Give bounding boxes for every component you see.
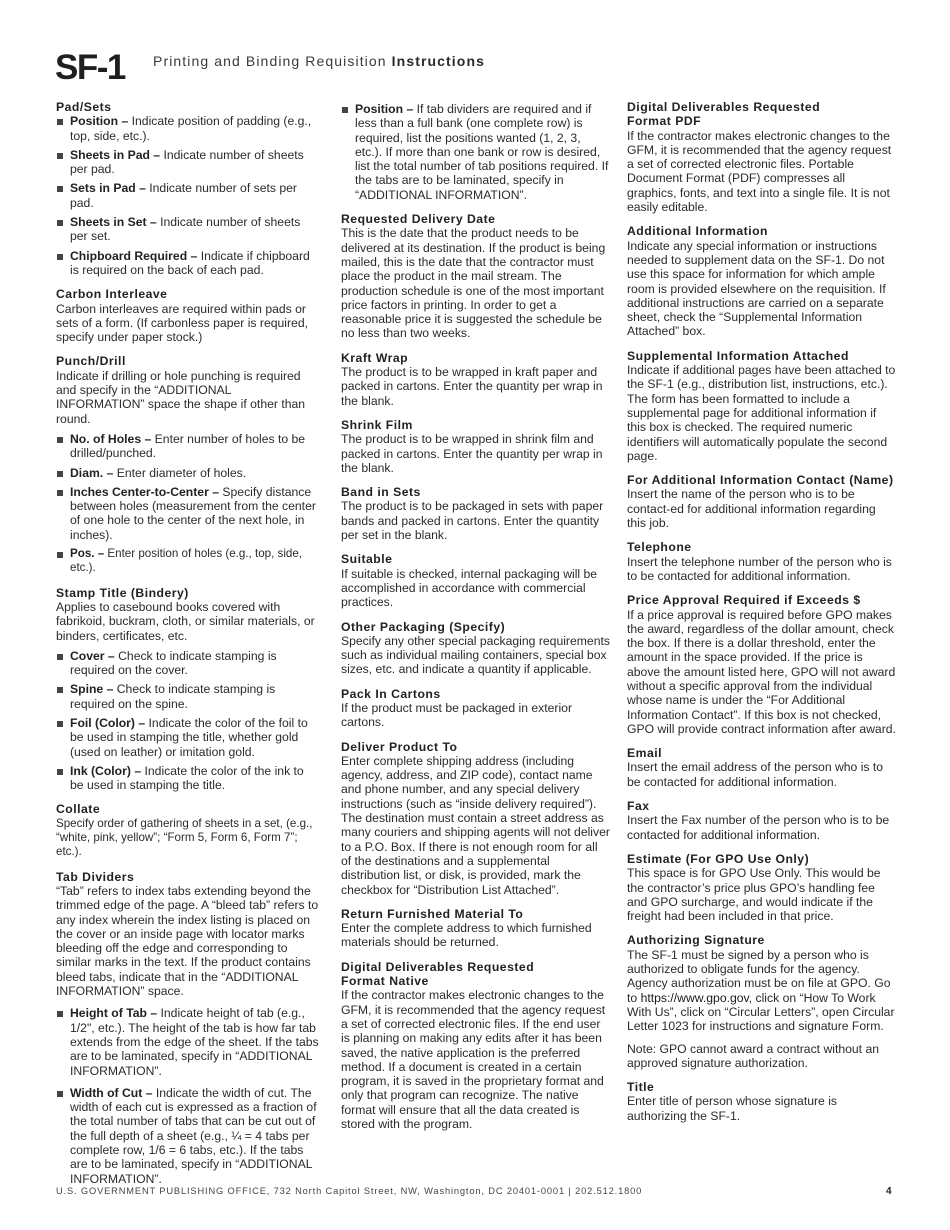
item-text: Indicate position of padding (e.g., top, side, etc.). <box>70 114 312 143</box>
list-item <box>56 432 320 461</box>
body-text: Insert the name of the person who is to be contact-ed for additional information regarding this job. <box>627 487 876 531</box>
section-authorizing-signature <box>627 933 897 1070</box>
heading-format-pdf <box>627 100 897 129</box>
signature-note: Note: GPO cannot award a contract without an approved signature authorization. <box>627 1041 880 1070</box>
heading-pad-sets: Pad/Sets <box>56 100 112 114</box>
item-term: Position – <box>355 102 414 116</box>
heading-other-packaging: Other Packaging (Specify) <box>341 619 506 634</box>
item-term: Cover – <box>70 648 115 663</box>
item-term: Pos. – <box>70 547 105 561</box>
body-text: This space is for GPO Use Only. This would be the contractor’s price plus GPO’s handling fee and GPO surcharge, and would indicate if the freight had been included in that price. <box>627 866 881 924</box>
section-position <box>341 102 610 202</box>
body-text <box>627 948 897 1034</box>
section-collate <box>56 802 320 859</box>
section-supplemental-information <box>627 349 897 463</box>
body-text: Indicate if drilling or hole punching is required and specify in the “ADDITIONAL INFORMATION” space the shape if other than round. <box>56 368 306 426</box>
heading-supplemental-information: Supplemental Information Attached <box>627 348 849 363</box>
heading-collate: Collate <box>56 802 101 817</box>
body-text: The product is to be wrapped in kraft paper and packed in cartons. Enter the quantity per wrap in the blank. <box>341 365 603 408</box>
item-text: Enter position of holes (e.g., top, side, etc.). <box>70 547 303 575</box>
section-kraft-wrap <box>341 351 610 408</box>
title-bold: Instructions <box>391 53 485 69</box>
heading-line: Format Native <box>341 974 429 989</box>
item-term: Inches Center-to-Center – <box>70 484 219 499</box>
item-text: Indicate the color of the ink to be used in stamping the title. <box>70 763 304 793</box>
list-item <box>341 102 610 202</box>
item-text: Indicate the width of cut. The width of each cut is expressed as a fraction of the total number of tabs that can be cut out of the full depth of a sheet (e.g., ¼ = 4 tabs per complete row, 1/6 = 6 tabs, etc.). If the tabs are to be laminated, specify in “ADDITIONAL INFORMATION”. <box>70 1085 317 1186</box>
item-term: Height of Tab – <box>70 1006 158 1021</box>
heading-punch-drill: Punch/Drill <box>56 354 126 369</box>
section-punch-drill <box>56 354 320 575</box>
page-title <box>153 53 485 69</box>
section-pack-in-cartons <box>341 687 610 730</box>
tab-dividers-list <box>56 1006 320 1186</box>
section-tab-dividers <box>56 870 320 1186</box>
body-text: Insert the email address of the person who is to be contacted for additional information. <box>627 760 884 789</box>
section-shrink-film <box>341 418 610 475</box>
body-text: If the product must be packaged in exterior cartons. <box>341 700 573 730</box>
item-term: Diam. – <box>70 465 114 480</box>
heading-deliver-product-to: Deliver Product To <box>341 739 458 754</box>
list-item <box>56 682 320 711</box>
item-term: Spine – <box>70 682 114 697</box>
title-light: Printing and Binding Requisition <box>153 53 387 69</box>
body-text: If the contractor makes electronic changes to the GFM, it is recommended that the agency request a set of corrected electronic files. If the end user is planning on making any edits after it has been saved, the native application is the preferred method. If a document is created in a certain program, it is saved in the proprietary format and only that program can recognize. The native format will ensure that all the data created is stored with the program. <box>341 988 606 1131</box>
body-text: Insert the Fax number of the person who is to be contacted for additional information. <box>627 813 890 842</box>
heading-stamp-title: Stamp Title (Bindery) <box>56 585 189 600</box>
section-contact-name <box>627 473 897 530</box>
text-segment: , click on “How To Work With Us”, click on “Circular Letters”, open Circular Letter 1023 for instructions and signature Form. <box>627 990 895 1034</box>
section-return-furnished-material <box>341 907 610 950</box>
body-text: If suitable is checked, internal packaging will be accomplished in accordance with commercial practices. <box>341 566 598 610</box>
item-text: Enter number of holes to be drilled/punched. <box>70 431 306 461</box>
pad-sets-list <box>56 114 320 277</box>
list-item <box>56 114 320 143</box>
item-term: Width of Cut – <box>70 1085 153 1100</box>
heading-title: Title <box>627 1080 655 1095</box>
section-format-native <box>341 960 610 1132</box>
form-id: SF-1 <box>55 48 125 87</box>
text-segment: The SF-1 must be signed by a person who is authorized to obligate funds for the agency. Agency authorization must be on file at GPO. Go to <box>627 947 891 1005</box>
list-item <box>56 466 320 480</box>
section-email <box>627 746 897 789</box>
list-item <box>56 215 320 244</box>
heading-additional-information: Additional Information <box>627 224 768 239</box>
list-item <box>56 649 320 678</box>
item-term: Chipboard Required – <box>70 248 198 263</box>
heading-line: Digital Deliverables Requested <box>627 100 821 114</box>
item-text: Check to indicate stamping is required on the cover. <box>70 648 277 678</box>
section-additional-information <box>627 224 897 338</box>
heading-return-furnished-material: Return Furnished Material To <box>341 906 524 921</box>
item-term: Ink (Color) – <box>70 763 142 778</box>
heading-email: Email <box>627 746 663 761</box>
heading-line: Format PDF <box>627 114 702 129</box>
section-telephone <box>627 540 897 583</box>
heading-telephone: Telephone <box>627 540 692 555</box>
list-item <box>56 148 320 177</box>
punch-drill-list <box>56 432 320 576</box>
body-text: The product is to be wrapped in shrink film and packed in cartons. Enter the quantity per wrap in the blank. <box>341 432 603 475</box>
section-price-approval <box>627 593 897 736</box>
section-requested-delivery-date <box>341 212 610 341</box>
section-format-pdf <box>627 100 897 214</box>
section-suitable <box>341 552 610 609</box>
item-text: If tab dividers are required and if less than a full bank (one complete row) is required, list the positions wanted (1, 2, 3, etc.). If more than one bank or row is desired, list the total number of tab positions required. If the tabs are to be laminated, specify in “ADDITIONAL INFORMATION”. <box>355 102 609 202</box>
body-text: Insert the telephone number of the person who is to be contacted for additional information. <box>627 554 892 583</box>
list-item <box>56 547 320 576</box>
heading-carbon-interleave: Carbon Interleave <box>56 287 168 302</box>
body-text: “Tab” refers to index tabs extending beyond the trimmed edge of the page. A “bleed tab” refers to any index wherein the index listing is placed on the cover or an inside page with locator marks bleeding off the edge and corresponding to similar marks in the text. If the product contains bleed tabs, indicate that in the “ADDITIONAL INFORMATION” space. <box>56 883 319 999</box>
list-item <box>56 485 320 542</box>
item-term: Sets in Pad – <box>70 181 146 196</box>
body-text: If a price approval is required before GPO makes the award, regardless of the dollar amount, check the box. If there is a dollar threshold, enter the amount in the space provided. If the price is above the amount listed here, GPO will not award without a specific approval from the individual whose name is under the “For Additional Information Contact”. If this box is not checked, GPO will provide contract information after award. <box>627 607 896 736</box>
item-term: Foil (Color) – <box>70 715 146 730</box>
list-item <box>56 1006 320 1077</box>
list-item <box>56 181 320 210</box>
heading-tab-dividers: Tab Dividers <box>56 869 135 884</box>
heading-requested-delivery-date: Requested Delivery Date <box>341 212 496 227</box>
heading-pack-in-cartons: Pack In Cartons <box>341 686 441 701</box>
body-text: Enter the complete address to which furnished materials should be returned. <box>341 921 592 950</box>
section-carbon-interleave <box>56 287 320 344</box>
body-text: Specify order of gathering of sheets in a set, (e.g., “white, pink, yellow”; “Form 5, Form 6, Form 7”; etc.). <box>56 816 313 859</box>
body-text: Indicate any special information or instructions needed to supplement data on the SF-1. Do not use this space for information for which ample room is provided elsewhere on the requisition. If additional instructions are carried on a separate sheet, check the “Supplemental Information Attached” box. <box>627 238 886 339</box>
item-text: Indicate the color of the foil to be used in stamping the title, whether gold (used on leather) or imitation gold. <box>70 715 308 759</box>
list-item <box>56 764 320 793</box>
list-item <box>56 716 320 759</box>
list-item <box>56 1086 320 1186</box>
heading-suitable: Suitable <box>341 552 393 567</box>
heading-band-in-sets: Band in Sets <box>341 485 421 500</box>
section-title <box>627 1080 897 1123</box>
gpo-website-link[interactable]: https://www.gpo.gov <box>640 990 749 1005</box>
body-text: Carbon interleaves are required within pads or sets of a form. (If carbonless paper is required, specify under paper stock.) <box>56 301 308 345</box>
item-text: Indicate number of sheets per pad. <box>70 147 304 177</box>
item-text: Check to indicate stamping is required on the spine. <box>70 682 276 711</box>
item-text: Enter diameter of holes. <box>116 465 247 480</box>
body-text: If the contractor makes electronic changes to the GFM, it is recommended that the agency request a set of corrected electronic files. Portable Document Format (PDF) compresses all graphics, fonts, and text into a single file. It is not easily editable. <box>627 128 892 215</box>
heading-estimate: Estimate (For GPO Use Only) <box>627 851 810 866</box>
page-number: 4 <box>886 1186 892 1197</box>
body-text: Applies to casebound books covered with fabrikoid, buckram, cloth, or similar materials, or binders, certificates, etc. <box>56 599 315 643</box>
heading-format-native <box>341 960 610 989</box>
body-text: Enter complete shipping address (including agency, address, and ZIP code), contact name and phone number, and any special delivery instructions (such as “inside delivery required”). The destination must contain a street address as many couriers and shipping agents will not deliver to a P.O. Box. If there is not enough room for all of the destinations and a supplemental distribution list, or disk, is provided, mark the checkbox for “Distribution List Attached”. <box>341 753 610 897</box>
item-text: Indicate number of sets per pad. <box>70 181 297 210</box>
column-2 <box>341 102 610 1141</box>
item-term: No. of Holes – <box>70 431 152 446</box>
list-item <box>56 249 320 278</box>
section-band-in-sets <box>341 485 610 542</box>
heading-line: Digital Deliverables Requested <box>341 959 535 974</box>
item-text: Indicate if chipboard is required on the back of each pad. <box>70 248 310 277</box>
section-estimate <box>627 852 897 923</box>
body-text: Specify any other special packaging requirements such as individual mailing containers, special box sizes, etc. and indicate a quantity if applicable. <box>341 633 610 677</box>
item-text: Indicate height of tab (e.g., 1/2", etc.). The height of the tab is how far tab extends from the edge of the sheet. If the tabs are to be laminated, specify in “ADDITIONAL INFORMATION”. <box>70 1006 319 1078</box>
section-stamp-title <box>56 586 320 793</box>
body-text: Indicate if additional pages have been attached to the SF-1 (e.g., distribution list, instructions, etc.). The form has been formatted to include a supplemental page for additional information if this box is checked. The required numeric identifiers will automatically populate the second page. <box>627 363 896 463</box>
item-term: Position – <box>70 114 129 129</box>
position-list <box>341 102 610 202</box>
column-3 <box>627 100 897 1133</box>
section-fax <box>627 799 897 842</box>
footer-address: U.S. GOVERNMENT PUBLISHING OFFICE, 732 North Capitol Street, NW, Washington, DC 20401-0001 | 202.512.1800 <box>56 1186 643 1196</box>
heading-fax: Fax <box>627 799 650 814</box>
column-1 <box>56 100 320 1196</box>
item-text: Specify distance between holes (measurement from the center of one hole to the center of the next hole, in inches). <box>70 484 316 542</box>
heading-authorizing-signature: Authorizing Signature <box>627 933 765 948</box>
item-term: Sheets in Set – <box>70 215 157 230</box>
item-term: Sheets in Pad – <box>70 147 161 162</box>
body-text: Enter title of person whose signature is authorizing the SF-1. <box>627 1094 838 1123</box>
item-text: Indicate number of sheets per set. <box>70 215 301 244</box>
body-text: The product is to be packaged in sets with paper bands and packed in cartons. Enter the quantity per set in the blank. <box>341 499 604 543</box>
stamp-title-list <box>56 649 320 793</box>
heading-shrink-film: Shrink Film <box>341 417 413 432</box>
body-text: This is the date that the product needs to be delivered at its destination. If the product is being mailed, this is the date that the contractor must place the product in the mail stream. The production schedule is one of the most important price factors in printing. In order to get a reasonable price it is suggested the schedule be no less than two weeks. <box>341 226 606 341</box>
heading-contact-name: For Additional Information Contact (Name) <box>627 473 894 488</box>
heading-price-approval: Price Approval Required if Exceeds $ <box>627 593 861 608</box>
section-deliver-product-to <box>341 740 610 897</box>
heading-kraft-wrap: Kraft Wrap <box>341 350 409 365</box>
section-pad-sets <box>56 100 320 277</box>
section-other-packaging <box>341 620 610 677</box>
